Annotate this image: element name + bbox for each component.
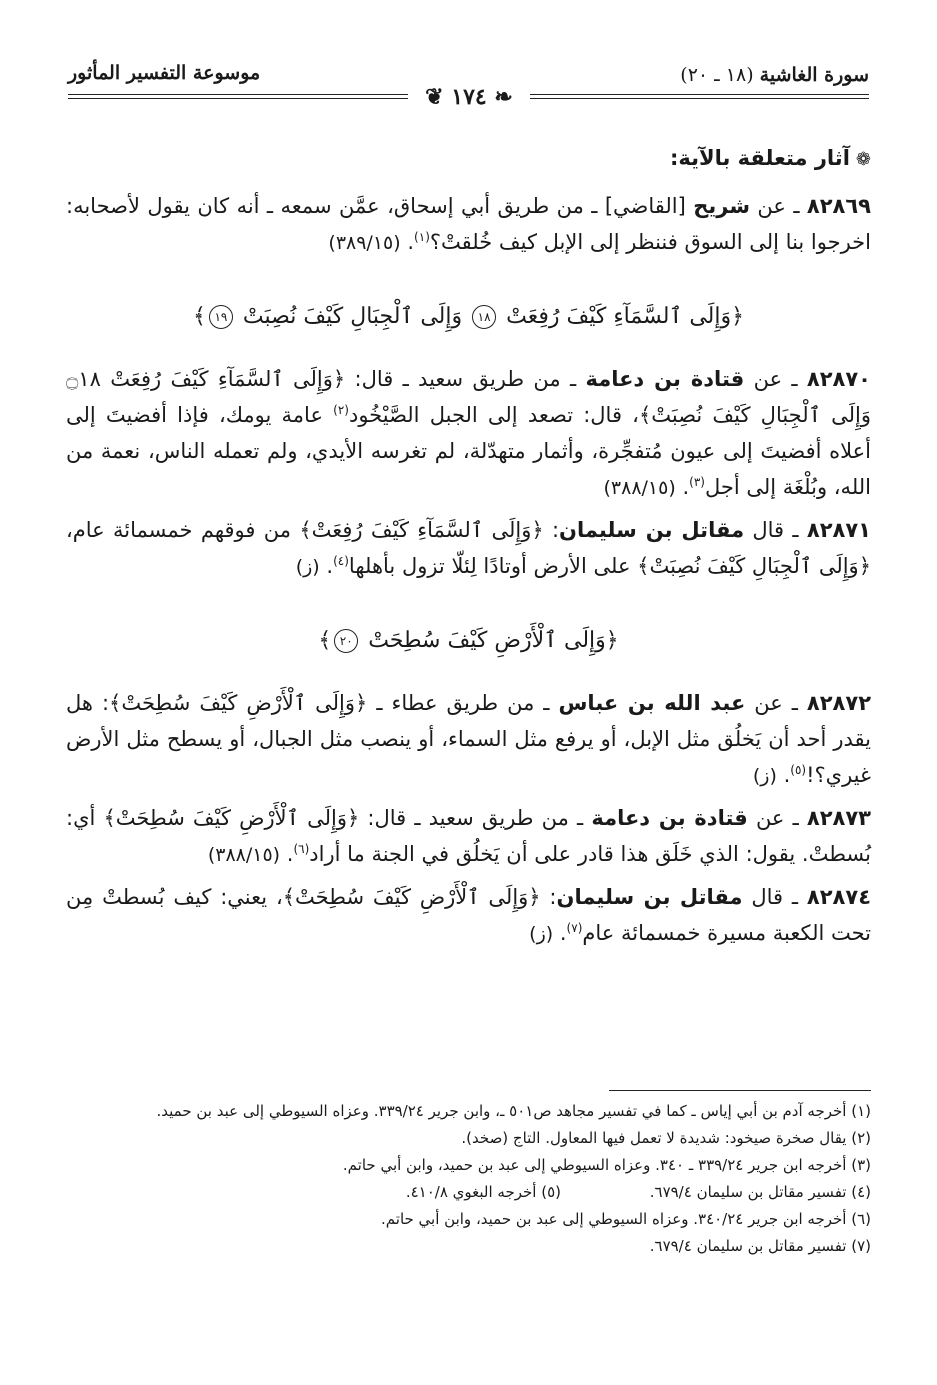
footnote-separator [609,1090,871,1091]
quran-verse: ﴿وَإِلَى ٱلسَّمَآءِ كَيْفَ رُفِعَتْ ١٨ وَإِلَى ٱلْجِبَالِ كَيْفَ نُصِبَتْ ١٩﴾ [193,304,744,329]
surah-name: سورة الغاشية [759,64,869,86]
footnote: (٥) أخرجه البغوي ٤١٠/٨. [405,1183,561,1201]
footnote: (٣) أخرجه ابن جرير ٣٣٩/٢٤ ـ ٣٤٠. وعزاه السيوطي إلى عبد بن حميد، وابن أبي حاتم. [342,1156,871,1174]
ayah-number-icon: ١٩ [209,305,233,329]
narration-entry: ٨٢٨٦٩ ـ عن شريح [القاضي] ـ من طريق أبي إسحاق، عمَّن سمعه ـ أنه كان يقول لأصحابه: اخرجوا بنا إلى السوق فننظر إلى الإبل كيف خُلقتْ؟$^{(١)}$. (٣٨٩/١٥) [66,194,871,254]
quran-verse: ﴿وَإِلَى ٱلْأَرْضِ كَيْفَ سُطِحَتْ ٢٠﴾ [318,628,619,653]
footnote: (٧) تفسير مقاتل بن سليمان ٦٧٩/٤. [649,1237,871,1255]
footnote: (٤) تفسير مقاتل بن سليمان ٦٧٩/٤. [649,1183,871,1201]
narration-entry: ٨٢٨٧٣ ـ عن قتادة بن دعامة ـ من طريق سعيد ـ قال: ﴿وَإِلَى ٱلْأَرْضِ كَيْفَ سُطِحَتْ﴾ أي: بُسطتْ. يقول: الذي خَلَق هذا قادر على أن يَخلُق في الجنة ما أراد$^{(٦)}$. (٣٨٨/١٥) [66,806,871,866]
footnotes [66,1098,871,1260]
book-title: موسوعة التفسير المأثور [68,62,261,84]
narration-entry: ٨٢٨٧٠ ـ عن قتادة بن دعامة ـ من طريق سعيد ـ قال: ﴿وَإِلَى ٱلسَّمَآءِ كَيْفَ رُفِعَتْ ۝١٨ وَإِلَى ٱلْجِبَالِ كَيْفَ نُصِبَتْ﴾، قال: تصعد إلى الجبل الصَّيْخُود$^{(٢)}$ عامة يومك، فإذا أفضيتَ إلى أعلاه أفضيتَ إلى عيون مُتفجِّرة، وأثمار متهدّلة، لم تغرسه الأيدي، ولم تعمله الناس، نعمة من الله، وبُلْغَة إلى أجل$^{(٣)}$. (٣٨٨/١٥) [66,367,871,499]
footnote: (٦) أخرجه ابن جرير ٣٤٠/٢٤. وعزاه السيوطي إلى عبد بن حميد، وابن أبي حاتم. [381,1210,871,1228]
flower-ornament-icon: ❁ [855,149,871,170]
ornament-icon: ❦ [425,84,452,110]
narration-entry: ٨٢٨٧٤ ـ قال مقاتل بن سليمان: ﴿وَإِلَى ٱلْأَرْضِ كَيْفَ سُطِحَتْ﴾، يعني: كيف بُسطتْ مِن تحت الكعبة مسيرة خمسمائة عام$^{(٧)}$. (ز) [66,885,872,945]
page-number: ❦ ١٧٤ ❧ [408,84,530,110]
footnote: (٢) يقال صخرة صيخود: شديدة لا تعمل فيها المعاول. التاج (صخد). [461,1129,871,1147]
ayah-number-icon: ١٨ [472,305,496,329]
section-title: ❁آثار متعلقة بالآية: [66,140,871,178]
main-text [66,140,871,958]
surah-heading [509,64,869,86]
ayah-number-icon: ٢٠ [334,629,358,653]
footnote: (١) أخرجه آدم بن أبي إياس ـ كما في تفسير مجاهد ص٥٠١ ـ، وابن جرير ٣٣٩/٢٤. وعزاه السيوطي إلى عبد بن حميد. [156,1102,871,1120]
narration-entry: ٨٢٨٧١ ـ قال مقاتل بن سليمان: ﴿وَإِلَى ٱلسَّمَآءِ كَيْفَ رُفِعَتْ﴾ من فوقهم خمسمائة عام، ﴿وَإِلَى ٱلْجِبَالِ كَيْفَ نُصِبَتْ﴾ على الأرض أوتادًا لِئلّا تزول بأهلها$^{(٤)}$. (ز) [66,518,871,578]
ornament-icon: ❧ [486,84,513,110]
narration-entry: ٨٢٨٧٢ ـ عن عبد الله بن عباس ـ من طريق عطاء ـ ﴿وَإِلَى ٱلْأَرْضِ كَيْفَ سُطِحَتْ﴾: هل يقدر أحد أن يَخلُق مثل الإبل، أو يرفع مثل السماء، أو ينصب مثل الجبال، أو يسطح مثل الأرض غيري؟!$^{(٥)}$. (ز) [66,691,872,787]
ayah-range: (١٨ ـ ٢٠) [680,64,754,86]
footnote-row [66,1179,871,1206]
